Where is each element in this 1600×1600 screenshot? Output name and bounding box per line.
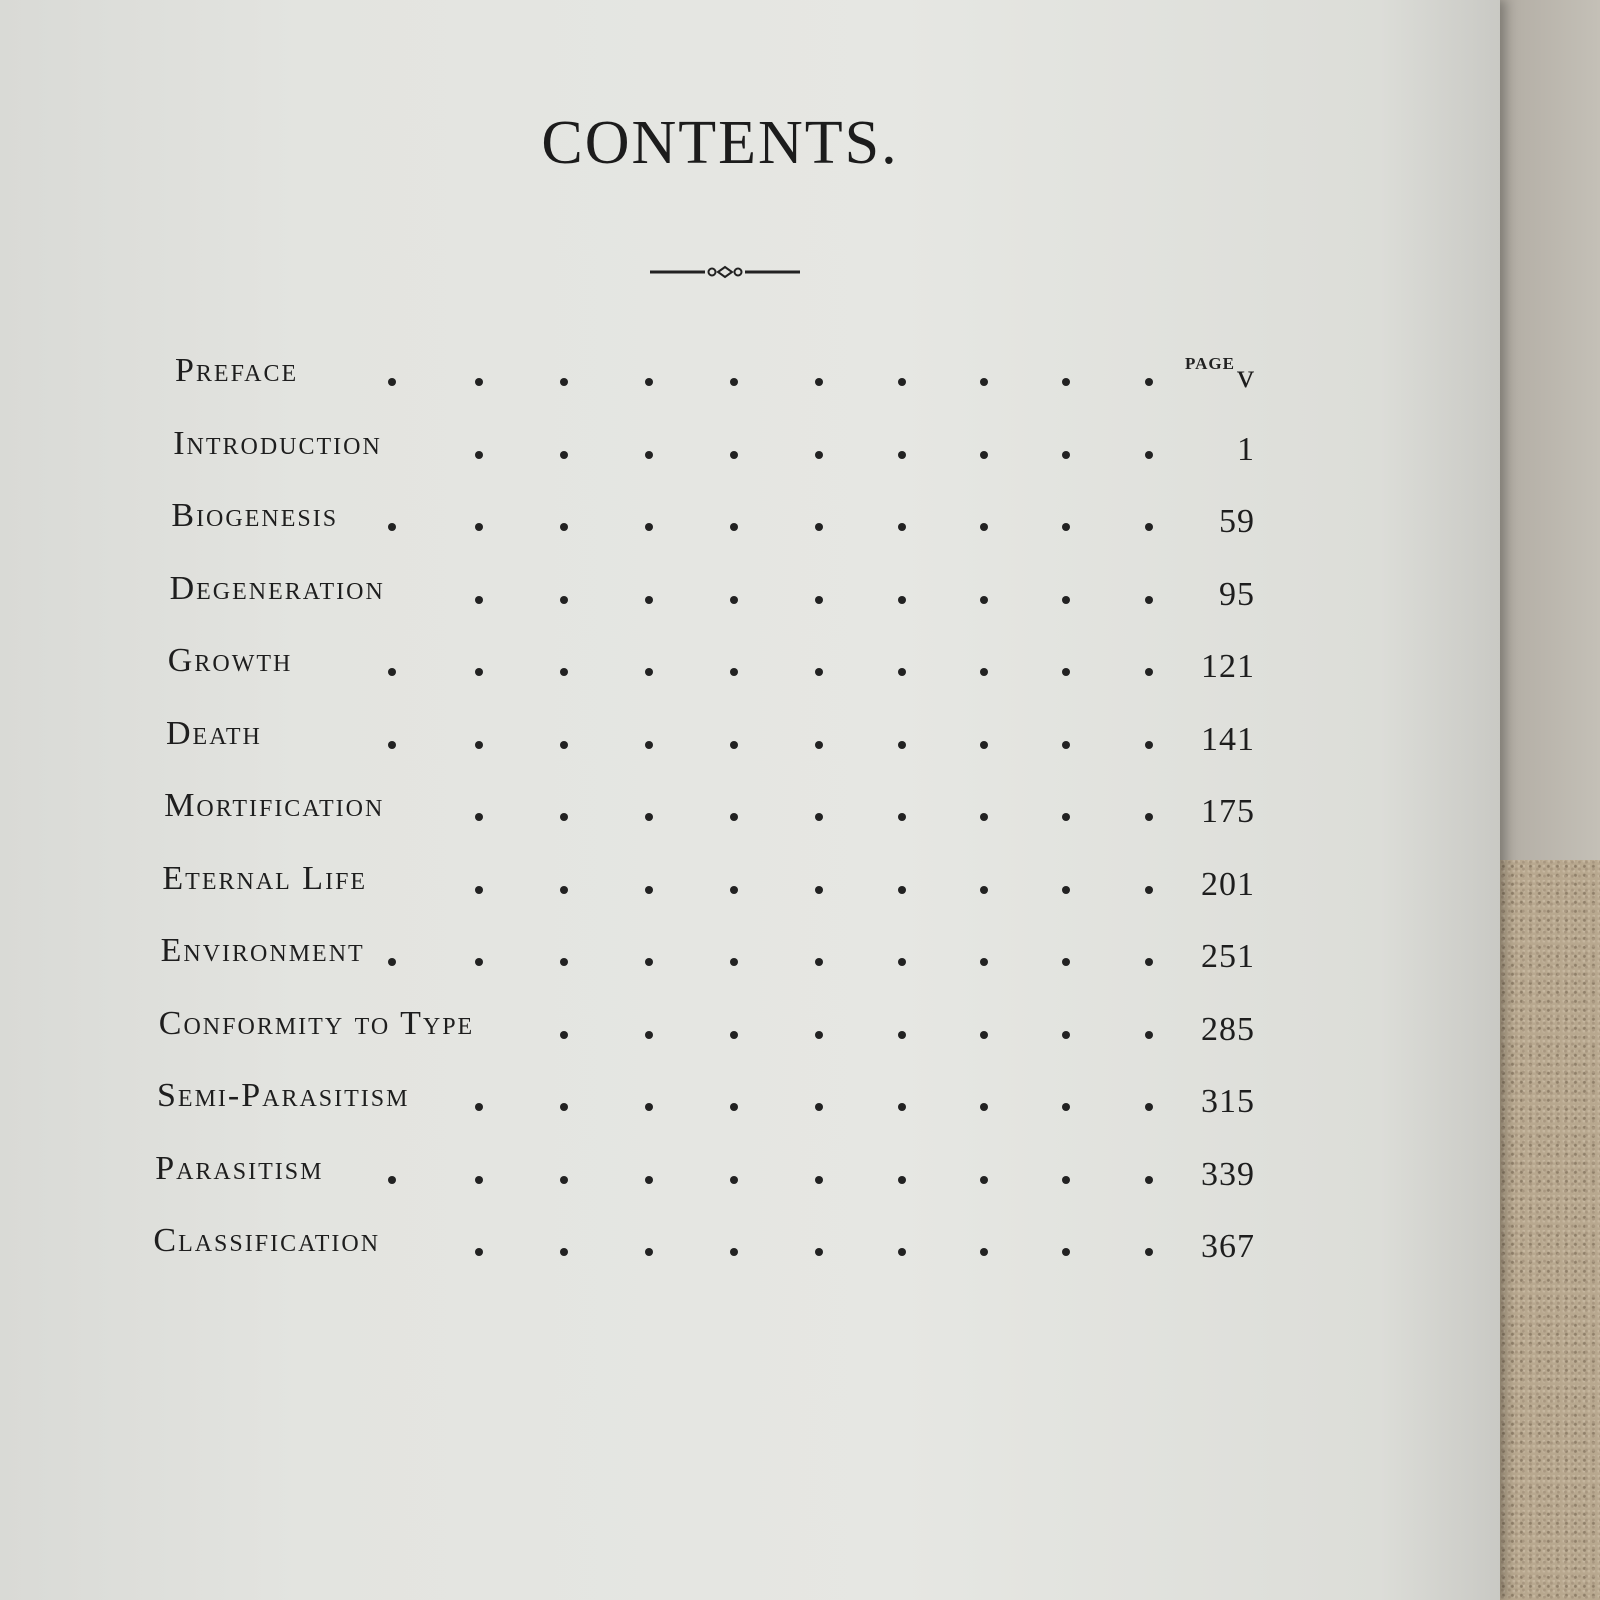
leader-dot — [475, 1103, 483, 1111]
leader-dot — [1145, 1031, 1153, 1039]
leader-dot — [645, 1031, 653, 1039]
leader-dot — [388, 958, 396, 966]
leader-dot — [980, 1103, 988, 1111]
toc-entry-title: Parasitism — [155, 1149, 324, 1187]
leader-dot — [1145, 451, 1153, 459]
leader-dot — [1145, 1248, 1153, 1256]
toc-entry-page: 251 — [1201, 938, 1255, 975]
leader-dot — [645, 741, 653, 749]
leader-dot — [815, 958, 823, 966]
toc-entry-page: 367 — [1201, 1228, 1255, 1265]
leader-dot — [730, 1103, 738, 1111]
leader-dot — [980, 813, 988, 821]
leader-dot — [815, 1103, 823, 1111]
leader-dot — [898, 1176, 906, 1184]
leader-dot — [475, 958, 483, 966]
toc-entry-title: Conformity to Type — [158, 1004, 475, 1042]
toc-entry — [0, 1222, 1500, 1272]
leader-dot — [645, 1248, 653, 1256]
page-column-label: PAGE — [1185, 354, 1235, 373]
leader-dot — [898, 886, 906, 894]
leader-dot — [980, 741, 988, 749]
toc-entry-page: 201 — [1201, 865, 1255, 903]
toc-entry-title: Semi-Parasitism — [157, 1077, 410, 1114]
leader-dot — [898, 813, 906, 821]
leader-dot — [898, 1248, 906, 1256]
leader-dot — [980, 451, 988, 459]
leader-dot — [560, 378, 568, 386]
leader-dot — [815, 1248, 823, 1256]
leader-dot — [815, 1031, 823, 1039]
leader-dot — [475, 523, 483, 531]
leader-dot — [1145, 1103, 1153, 1111]
leader-dot — [980, 1248, 988, 1256]
toc-entry — [0, 1005, 1500, 1055]
leader-dot — [1145, 813, 1153, 821]
toc-entry — [0, 570, 1500, 620]
leader-dot — [645, 451, 653, 459]
leader-dot — [560, 596, 568, 604]
toc-entry — [0, 932, 1500, 982]
leader-dot — [1145, 1176, 1153, 1184]
leader-dot — [815, 813, 823, 821]
leader-dot — [1062, 668, 1070, 676]
leader-dot — [388, 523, 396, 531]
leader-dot — [730, 451, 738, 459]
leader-dot — [560, 741, 568, 749]
leader-dot — [898, 958, 906, 966]
toc-entry — [0, 787, 1500, 837]
toc-entry-page: 59 — [1219, 503, 1255, 540]
toc-entry-title: Introduction — [173, 424, 382, 462]
leader-dot — [815, 668, 823, 676]
leader-dot — [560, 1248, 568, 1256]
leader-dot — [980, 523, 988, 531]
leader-dot — [560, 523, 568, 531]
toc-entry-page: v — [1237, 358, 1255, 395]
toc-entry-title: Environment — [160, 932, 365, 969]
leader-dot — [980, 886, 988, 894]
toc-entry-page: 339 — [1201, 1155, 1255, 1193]
leader-dot — [980, 1031, 988, 1039]
toc-entry — [0, 425, 1500, 475]
toc-entry — [0, 1150, 1500, 1200]
leader-dot — [1145, 596, 1153, 604]
leader-dot — [1062, 1031, 1070, 1039]
leader-dot — [898, 1031, 906, 1039]
leader-dot — [560, 1031, 568, 1039]
leader-dot — [898, 1103, 906, 1111]
leader-dot — [560, 668, 568, 676]
leader-dot — [730, 1031, 738, 1039]
toc-entry-title: Growth — [167, 642, 293, 679]
leader-dot — [645, 596, 653, 604]
leader-dot — [475, 378, 483, 386]
leader-dot — [1145, 523, 1153, 531]
leader-dot — [475, 451, 483, 459]
leader-dot — [560, 1176, 568, 1184]
leader-dot — [560, 1103, 568, 1111]
leader-dot — [980, 378, 988, 386]
leader-dot — [815, 596, 823, 604]
toc-entry-page: 1 — [1237, 430, 1255, 468]
leader-dot — [388, 741, 396, 749]
leader-dot — [1145, 741, 1153, 749]
leader-dot — [1062, 1248, 1070, 1256]
leader-dot — [1062, 1176, 1070, 1184]
leader-dot — [1062, 813, 1070, 821]
leader-dot — [1062, 958, 1070, 966]
toc-entry-page: 315 — [1201, 1083, 1255, 1120]
leader-dot — [1062, 741, 1070, 749]
toc-entry — [0, 860, 1500, 910]
leader-dot — [980, 958, 988, 966]
leader-dot — [560, 886, 568, 894]
leader-dot — [1145, 378, 1153, 386]
page-title: CONTENTS. — [541, 109, 899, 177]
toc-entry-page: 95 — [1219, 575, 1255, 613]
leader-dot — [1145, 668, 1153, 676]
leader-dot — [1062, 596, 1070, 604]
leader-dot — [1062, 378, 1070, 386]
toc-entry — [0, 352, 1500, 402]
leader-dot — [815, 741, 823, 749]
leader-dot — [475, 813, 483, 821]
leader-dot — [388, 668, 396, 676]
toc-entry — [0, 497, 1500, 547]
leader-dot — [388, 1176, 396, 1184]
leader-dot — [560, 958, 568, 966]
leader-dot — [645, 958, 653, 966]
leader-dot — [730, 886, 738, 894]
leader-dot — [815, 378, 823, 386]
leader-dot — [730, 378, 738, 386]
leader-dot — [980, 596, 988, 604]
toc-entry-page: 141 — [1201, 720, 1255, 758]
leader-dot — [730, 813, 738, 821]
leader-dot — [475, 1248, 483, 1256]
leader-dot — [730, 958, 738, 966]
leader-dot — [645, 1176, 653, 1184]
leader-dot — [475, 1176, 483, 1184]
toc-entry — [0, 1077, 1500, 1127]
leader-dot — [645, 1103, 653, 1111]
toc-entry-title: Biogenesis — [171, 497, 339, 534]
leader-dot — [388, 378, 396, 386]
leader-dot — [645, 813, 653, 821]
leader-dot — [1145, 886, 1153, 894]
leader-dot — [560, 451, 568, 459]
leader-dot — [980, 1176, 988, 1184]
leader-dot — [645, 523, 653, 531]
leader-dot — [980, 668, 988, 676]
leader-dot — [475, 668, 483, 676]
leader-dot — [645, 886, 653, 894]
leader-dot — [898, 668, 906, 676]
toc-entry-title: Death — [166, 714, 262, 752]
leader-dot — [730, 741, 738, 749]
leader-dot — [898, 596, 906, 604]
leader-dot — [730, 1248, 738, 1256]
leader-dot — [730, 1176, 738, 1184]
leader-dot — [1062, 451, 1070, 459]
leader-dot — [815, 886, 823, 894]
toc-entry — [0, 642, 1500, 692]
leader-dot — [475, 886, 483, 894]
toc-entry-title: Preface — [175, 352, 299, 389]
toc-entry-title: Classification — [153, 1222, 381, 1259]
leader-dot — [898, 741, 906, 749]
toc-entry-title: Eternal Life — [162, 859, 368, 897]
toc-entry-page: 285 — [1201, 1010, 1255, 1048]
leader-dot — [1145, 958, 1153, 966]
leader-dot — [898, 378, 906, 386]
leader-dot — [1062, 886, 1070, 894]
leader-dot — [730, 523, 738, 531]
leader-dot — [475, 741, 483, 749]
leader-dot — [730, 668, 738, 676]
leader-dot — [1062, 1103, 1070, 1111]
toc-entry — [0, 715, 1500, 765]
toc-entry-title: Degeneration — [169, 569, 385, 607]
leader-dot — [645, 668, 653, 676]
leader-dot — [730, 596, 738, 604]
leader-dot — [898, 451, 906, 459]
leader-dot — [815, 1176, 823, 1184]
toc-entry-page: 175 — [1201, 793, 1255, 830]
leader-dot — [815, 451, 823, 459]
leader-dot — [1062, 523, 1070, 531]
leader-dot — [815, 523, 823, 531]
leader-dot — [475, 596, 483, 604]
toc-entry-title: Mortification — [164, 787, 385, 824]
leader-dot — [645, 378, 653, 386]
leader-dot — [560, 813, 568, 821]
toc-entry-page: 121 — [1201, 648, 1255, 685]
leader-dot — [898, 523, 906, 531]
